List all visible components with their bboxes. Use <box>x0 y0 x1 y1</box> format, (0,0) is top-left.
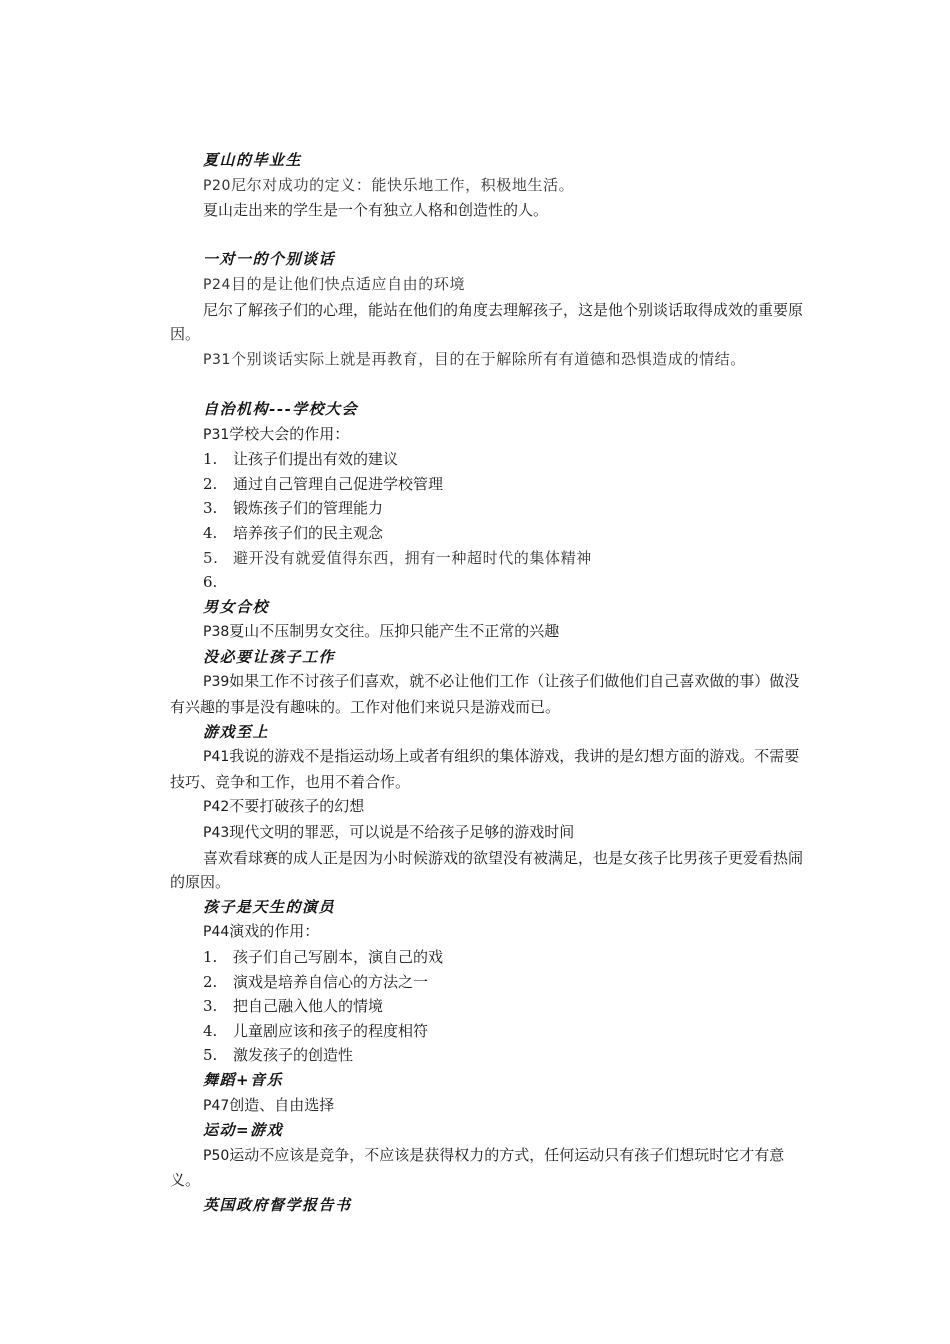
list-text: 锻炼孩子们的管理能力 <box>233 499 384 518</box>
list-number: 6. <box>203 573 218 592</box>
paragraph-text: 现代文明的罪恶，可以说是不给孩子足够的游戏时间 <box>229 823 575 842</box>
page-ref: P31 <box>203 426 230 443</box>
paragraph <box>170 173 810 199</box>
paragraph-text: 目的是让他们快点适应自由的环境 <box>231 274 466 293</box>
paragraph: 尼尔了解孩子们的心理，能站在他们的角度去理解孩子，这是他个别谈话取得成效的重要原因。 <box>170 300 804 344</box>
list-item <box>170 945 810 970</box>
paragraph-text: 如果工作不讨孩子们喜欢，就不必让他们工作（让孩子们做他们自己喜欢做的事）做没有兴趣的事是没有趣味的。工作对他们来说只是游戏而已。 <box>170 672 800 717</box>
paragraph-text: 演戏的作用： <box>229 922 320 941</box>
page-ref: P47 <box>203 1097 230 1114</box>
list-item <box>170 447 810 472</box>
spacer <box>170 372 810 397</box>
section-heading: 夏山的毕业生 <box>203 151 303 169</box>
section-heading: 游戏至上 <box>203 722 270 741</box>
page-ref: P39 <box>203 674 230 691</box>
list-item <box>170 970 810 995</box>
page-ref: P41 <box>203 749 230 766</box>
list-number: 5. <box>203 1046 218 1065</box>
page-ref: P31 <box>203 351 232 368</box>
paragraph <box>170 1143 810 1193</box>
list-text: 演戏是培养自信心的方法之一 <box>233 972 429 991</box>
section-heading: 英国政府督学报告书 <box>203 1195 352 1214</box>
list-item <box>170 1043 810 1068</box>
list-text: 激发孩子的创造性 <box>233 1046 354 1065</box>
paragraph-text: 运动不应该是竞争，不应该是获得权力的方式，任何运动只有孩子们想玩时它才有意义。 <box>170 1145 785 1190</box>
list-number: 3. <box>203 499 218 518</box>
list-text: 孩子们自己写剧本，演自己的戏 <box>233 948 444 966</box>
section-heading: 舞蹈+音乐 <box>203 1070 284 1089</box>
paragraph-text: 我说的游戏不是指运动场上或者有组织的集体游戏，我讲的是幻想方面的游戏。不需要技巧、竞争和工作，也用不着合作。 <box>170 747 800 791</box>
paragraph <box>170 1093 810 1119</box>
list-text: 培养孩子们的民主观念 <box>233 523 384 542</box>
paragraph <box>170 919 810 945</box>
section-heading: 没必要让孩子工作 <box>203 647 336 666</box>
list-number: 1. <box>203 948 218 966</box>
paragraph-text: 尼尔对成功的定义：能快乐地工作，积极地生活。 <box>231 175 575 194</box>
spacer <box>170 223 810 248</box>
page-ref: P24 <box>203 276 232 293</box>
document-body <box>170 148 810 1218</box>
list-item <box>170 570 810 595</box>
list-number: 2. <box>203 972 218 991</box>
page-ref: P50 <box>203 1147 230 1164</box>
list-number: 4. <box>203 1021 218 1040</box>
paragraph: 喜欢看球赛的成人正是因为小时候游戏的欲望没有被满足，也是女孩子比男孩子更爱看热闹的原因。 <box>170 848 804 892</box>
page-ref: P43 <box>203 825 230 842</box>
list-text: 避开没有就爱值得东西，拥有一种超时代的集体精神 <box>233 548 592 567</box>
paragraph <box>170 422 810 448</box>
list-text <box>233 570 810 595</box>
paragraph <box>170 744 810 794</box>
section-heading: 自治机构---学校大会 <box>203 399 359 418</box>
list-item <box>170 521 810 546</box>
paragraph: 夏山走出来的学生是一个有独立人格和创造性的人。 <box>203 201 549 220</box>
list-number: 5. <box>203 548 219 567</box>
paragraph <box>170 272 810 298</box>
list-item <box>170 496 810 521</box>
list-text: 儿童剧应该和孩子的程度相符 <box>233 1021 429 1040</box>
paragraph <box>170 669 810 719</box>
paragraph-text: 夏山不压制男女交往。压抑只能产生不正常的兴趣 <box>229 622 560 641</box>
paragraph-text: 个别谈话实际上就是再教育，目的在于解除所有有道德和恐惧造成的情结。 <box>231 349 746 368</box>
paragraph <box>170 347 810 373</box>
paragraph-text: 创造、自由选择 <box>229 1095 335 1114</box>
list-text: 通过自己管理自己促进学校管理 <box>233 474 444 493</box>
paragraph <box>170 820 810 846</box>
page-ref: P42 <box>203 799 230 816</box>
page-ref: P38 <box>203 624 230 641</box>
page-ref: P44 <box>203 924 230 941</box>
list-number: 2. <box>203 474 218 493</box>
list-number: 1. <box>203 450 218 469</box>
list-item <box>170 546 810 571</box>
paragraph <box>170 794 810 820</box>
list-text: 让孩子们提出有效的建议 <box>233 450 399 469</box>
list-item <box>170 994 810 1019</box>
list-number: 4. <box>203 523 218 542</box>
section-heading: 男女合校 <box>203 597 270 616</box>
section-heading: 孩子是天生的演员 <box>203 897 336 916</box>
section-heading: 运动=游戏 <box>203 1121 284 1140</box>
page-ref: P20 <box>203 177 232 194</box>
list-text: 把自己融入他人的情境 <box>233 997 384 1016</box>
list-item <box>170 1019 810 1044</box>
paragraph-text: 学校大会的作用： <box>229 424 350 443</box>
paragraph <box>170 619 810 645</box>
list-item <box>170 472 810 497</box>
list-number: 3. <box>203 997 218 1016</box>
section-heading: 一对一的个别谈话 <box>203 250 336 269</box>
paragraph-text: 不要打破孩子的幻想 <box>229 797 365 816</box>
